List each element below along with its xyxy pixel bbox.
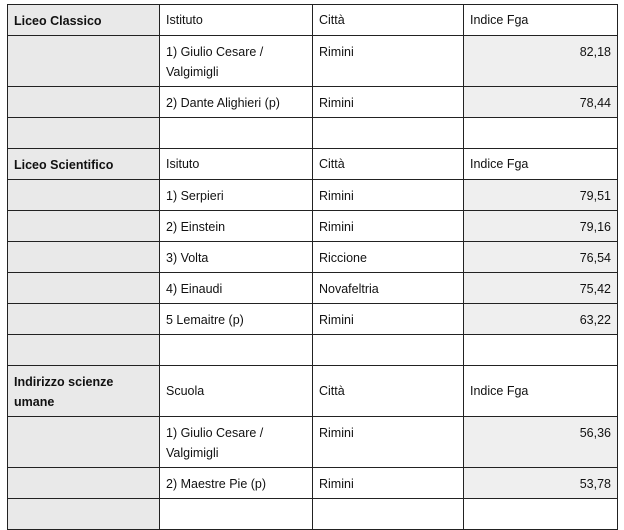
table-row xyxy=(8,304,618,335)
table-row xyxy=(8,87,618,118)
empty-cell xyxy=(464,499,618,530)
index-cell: 75,42 xyxy=(464,273,618,304)
row-label-cell xyxy=(8,242,160,273)
table-row xyxy=(8,417,618,468)
row-label-cell xyxy=(8,87,160,118)
row-label-cell xyxy=(8,499,160,530)
city-cell: Rimini xyxy=(313,36,464,87)
school-cell: 4) Einaudi xyxy=(160,273,313,304)
index-cell: 53,78 xyxy=(464,468,618,499)
empty-cell xyxy=(160,335,313,366)
city-cell: Rimini xyxy=(313,417,464,468)
section-header-row xyxy=(8,5,618,36)
empty-cell xyxy=(313,335,464,366)
empty-cell xyxy=(464,335,618,366)
section-header-row xyxy=(8,366,618,417)
row-label-cell xyxy=(8,273,160,304)
city-cell: Rimini xyxy=(313,468,464,499)
empty-cell xyxy=(160,499,313,530)
school-cell: 2) Dante Alighieri (p) xyxy=(160,87,313,118)
school-cell: 2) Maestre Pie (p) xyxy=(160,468,313,499)
column-header-city: Città xyxy=(313,366,464,417)
empty-cell xyxy=(160,118,313,149)
index-cell: 63,22 xyxy=(464,304,618,335)
spacer-row xyxy=(8,118,618,149)
school-cell: 1) Giulio Cesare / Valgimigli xyxy=(160,417,313,468)
city-cell: Rimini xyxy=(313,304,464,335)
column-header-school: Scuola xyxy=(160,366,313,417)
row-label-cell xyxy=(8,417,160,468)
spacer-row xyxy=(8,499,618,530)
section-header-row xyxy=(8,149,618,180)
table-row xyxy=(8,180,618,211)
section-title: Liceo Scientifico xyxy=(8,149,160,180)
row-label-cell xyxy=(8,180,160,211)
school-cell: 2) Einstein xyxy=(160,211,313,242)
table-row xyxy=(8,273,618,304)
index-cell: 56,36 xyxy=(464,417,618,468)
empty-cell xyxy=(313,499,464,530)
row-label-cell xyxy=(8,468,160,499)
row-label-cell xyxy=(8,304,160,335)
spacer-row xyxy=(8,335,618,366)
column-header-index: Indice Fga xyxy=(464,366,618,417)
row-label-cell xyxy=(8,36,160,87)
city-cell: Rimini xyxy=(313,211,464,242)
table-row xyxy=(8,242,618,273)
city-cell: Rimini xyxy=(313,87,464,118)
city-cell: Rimini xyxy=(313,180,464,211)
row-label-cell xyxy=(8,335,160,366)
school-cell: 5 Lemaitre (p) xyxy=(160,304,313,335)
index-cell: 78,44 xyxy=(464,87,618,118)
index-cell: 79,51 xyxy=(464,180,618,211)
school-ranking-table xyxy=(7,4,618,530)
city-cell: Novafeltria xyxy=(313,273,464,304)
section-title: Indirizzo scienze umane xyxy=(8,366,160,417)
city-cell: Riccione xyxy=(313,242,464,273)
column-header-city: Città xyxy=(313,149,464,180)
table-row xyxy=(8,36,618,87)
section-title: Liceo Classico xyxy=(8,5,160,36)
column-header-city: Città xyxy=(313,5,464,36)
index-cell: 82,18 xyxy=(464,36,618,87)
row-label-cell xyxy=(8,211,160,242)
school-cell: 1) Serpieri xyxy=(160,180,313,211)
column-header-index: Indice Fga xyxy=(464,149,618,180)
empty-cell xyxy=(464,118,618,149)
column-header-school: Isituto xyxy=(160,149,313,180)
table-row xyxy=(8,211,618,242)
index-cell: 76,54 xyxy=(464,242,618,273)
school-cell: 1) Giulio Cesare / Valgimigli xyxy=(160,36,313,87)
row-label-cell xyxy=(8,118,160,149)
column-header-school: Istituto xyxy=(160,5,313,36)
empty-cell xyxy=(313,118,464,149)
index-cell: 79,16 xyxy=(464,211,618,242)
table-row xyxy=(8,468,618,499)
school-cell: 3) Volta xyxy=(160,242,313,273)
column-header-index: Indice Fga xyxy=(464,5,618,36)
